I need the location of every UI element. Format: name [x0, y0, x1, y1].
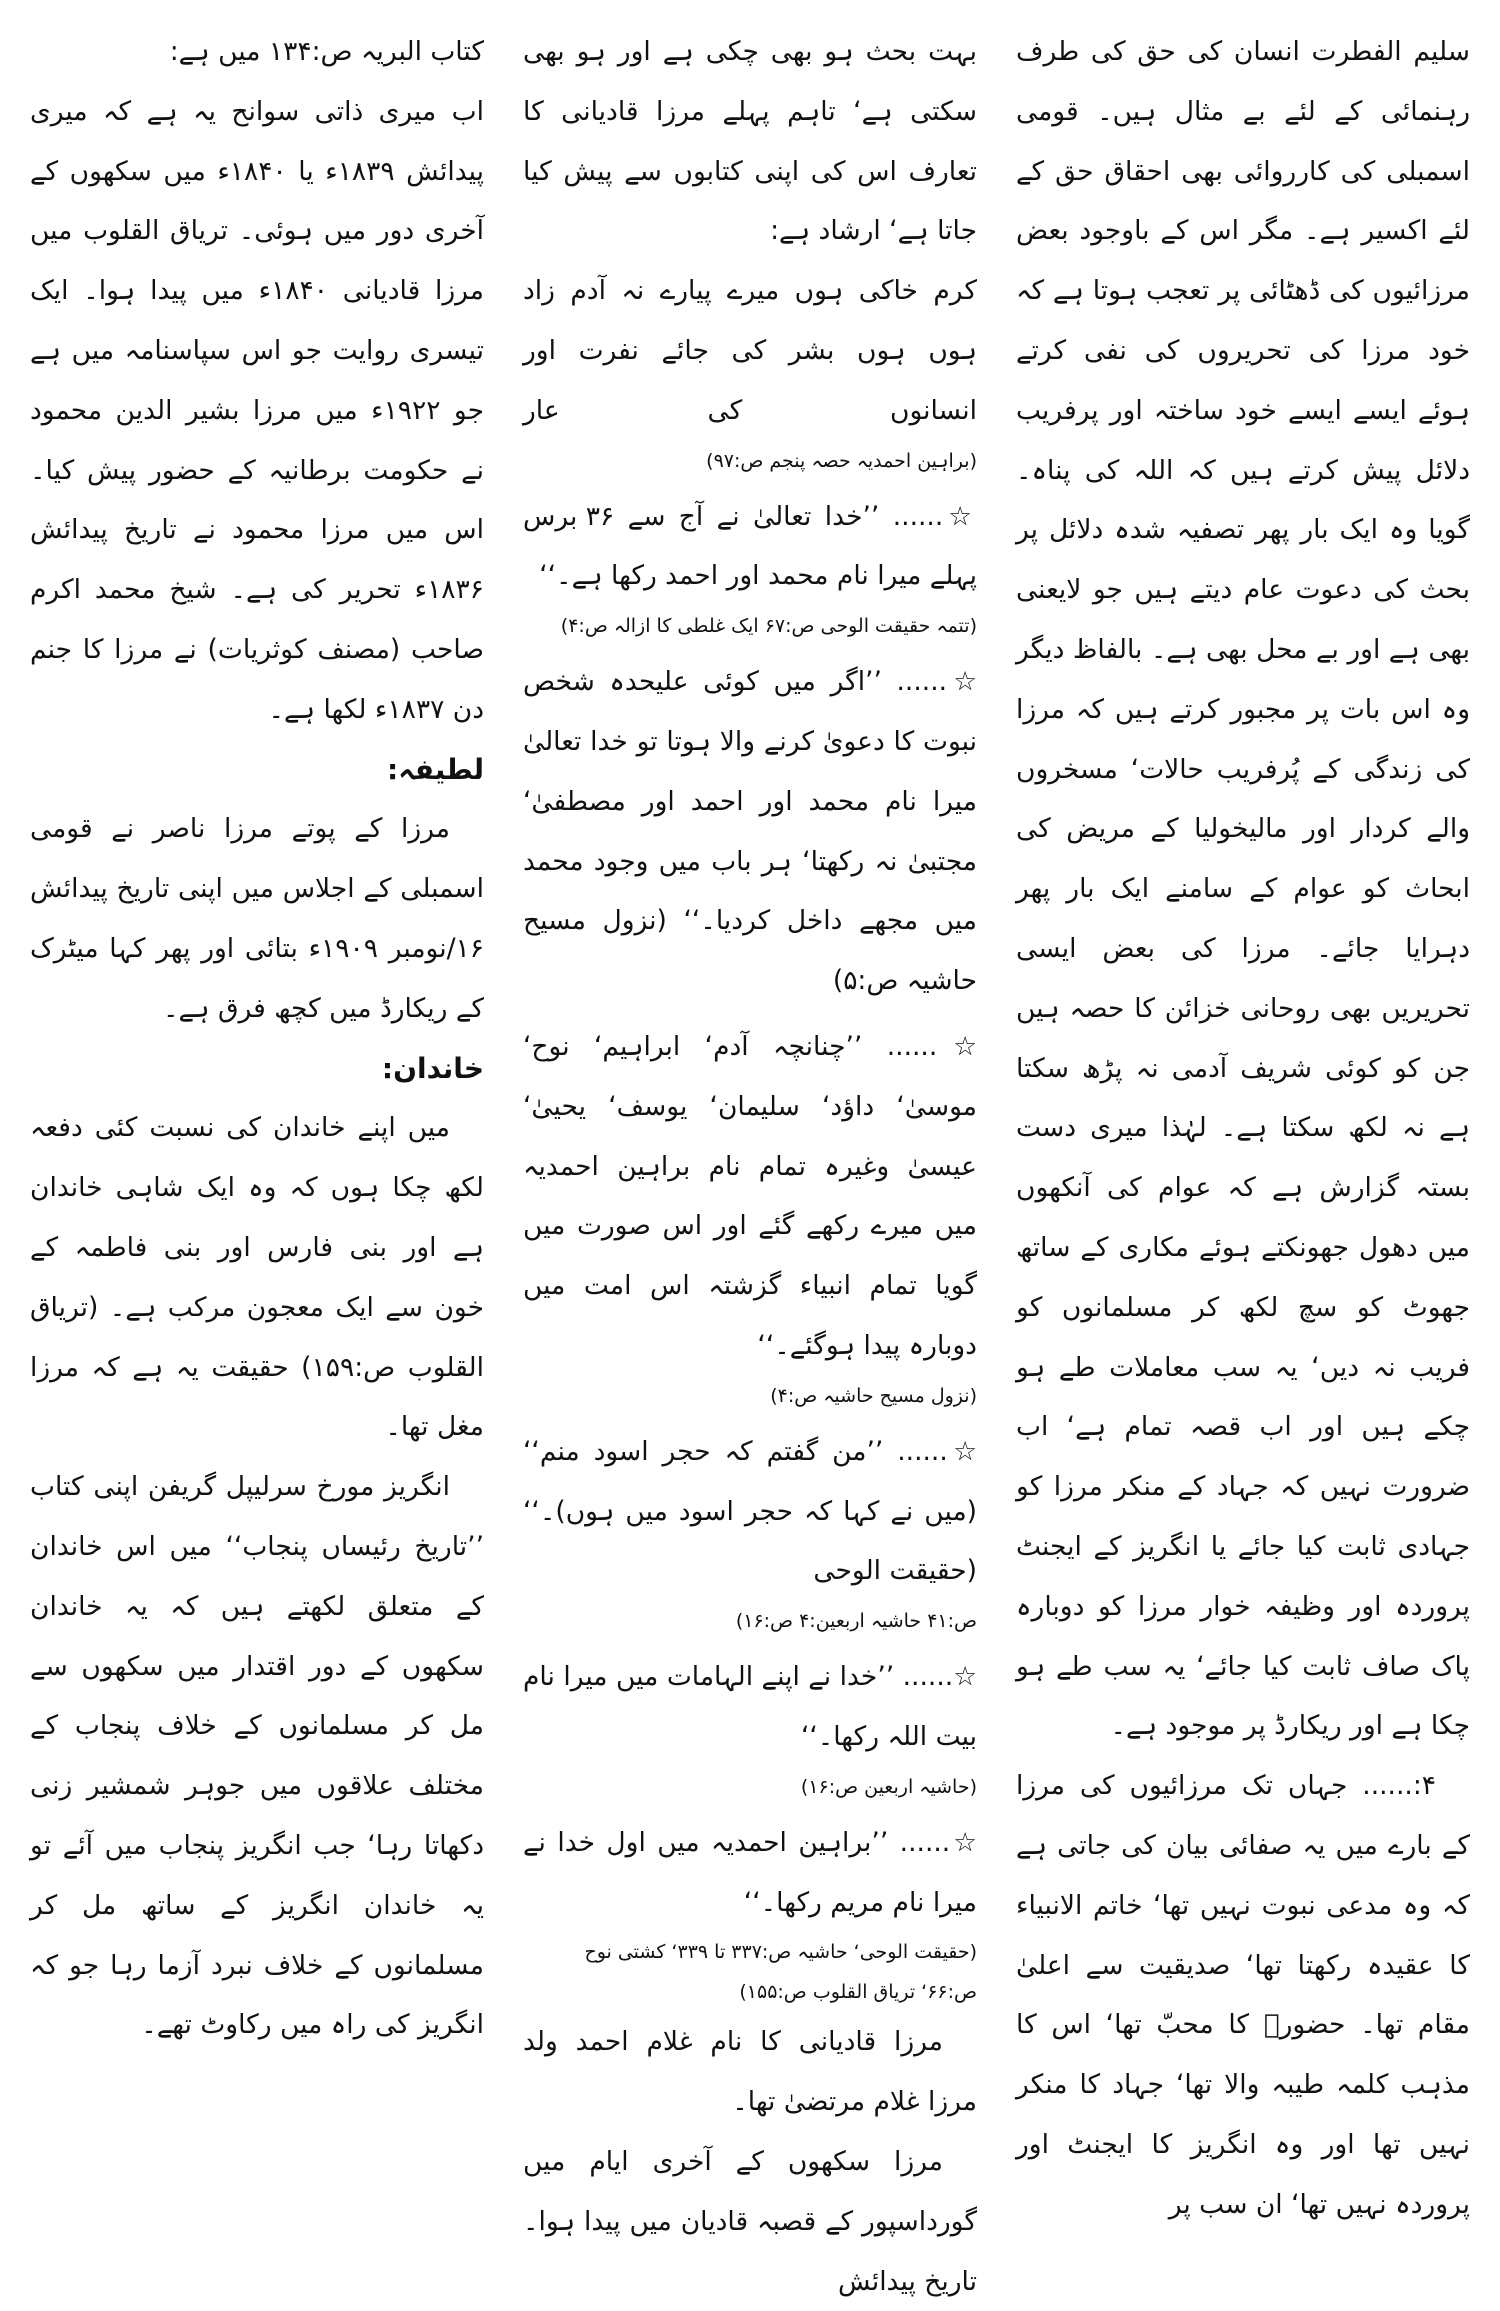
- paragraph: اب میری ذاتی سوانح یہ ہے کہ میری پیدائش ۱۸۳۹ء یا ۱۸۴۰ء میں سکھوں کے آخری دور میں ہوئی۔ تریاق القلوب میں مرزا قادیانی ۱۸۴۰ء میں پیدا ہوا۔ ایک تیسری روایت جو اس سپاسنامہ میں ہے جو ۱۹۲۲ء میں مرزا بشیر الدین محمود نے حکومت برطانیہ کے حضور پیش کیا۔ اس میں مرزا محمود نے تاریخ پیدائش ۱۸۳۶ء تحریر کی ہے۔ شیخ محمد اکرم صاحب (مصنف کوثریات) نے مرزا کا جنم دن ۱۸۳۷ء لکھا ہے۔: [30, 95, 484, 725]
- poem-verse: کرم خاکی ہوں میرے پیارے نہ آدم زاد ہوں ہوں بشر کی جائے نفرت اور انسانوں کی عار: [523, 275, 977, 426]
- quotation: ☆...... ’’خدا نے اپنے الہامات میں میرا نام بیت اللہ رکھا۔‘‘: [523, 1661, 977, 1752]
- reference: (تتمہ حقیقت الوحی ص:۶۷ ایک غلطی کا ازالہ ص:۴): [560, 615, 977, 638]
- section-heading: لطیفہ:: [387, 752, 484, 786]
- paragraph: میں اپنے خاندان کی نسبت کئی دفعہ لکھ چکا ہوں کہ وہ ایک شاہی خاندان ہے اور بنی فارس اور بنی فاطمہ کے خون سے ایک معجون مرکب ہے۔ (تریاق القلوب ص:۱۵۹) حقیقت یہ ہے کہ مرزا مغل تھا۔: [30, 1112, 484, 1443]
- paragraph: مرزا سکھوں کے آخری ایام میں گورداسپور کے قصبہ قادیان میں پیدا ہوا۔ تاریخ پیدائش: [523, 2145, 977, 2297]
- quotation: ☆...... ’’من گفتم کہ حجر اسود منم‘‘ (میں نے کہا کہ حجر اسود میں ہوں)۔‘‘ (حقیقت الوحی: [523, 1435, 977, 1587]
- paragraph: انگریز مورخ سرلیپل گریفن اپنی کتاب ’’تاریخ رئیساں پنجاب‘‘ میں اس خاندان کے متعلق لکھتے ہیں کہ یہ خاندان سکھوں کے دور اقتدار میں سکھوں سے مل کر مسلمانوں کے خلاف پنجاب کے مختلف علاقوں میں جوہر شمشیر زنی دکھاتا رہا‘ جب انگریز پنجاب میں آئے تو یہ خاندان انگریز کے ساتھ مل کر مسلمانوں کے خلاف نبرد آزما رہا جو کہ انگریز کی راہ میں رکاوٹ تھے۔: [30, 1471, 484, 2041]
- paragraph: سلیم الفطرت انسان کی حق کی طرف رہنمائی کے لئے بے مثال ہیں۔ قومی اسمبلی کی کارروائی بھی احقاق حق کے لئے اکسیر ہے۔ مگر اس کے باوجود بعض مرزائیوں کی ڈھٹائی پر تعجب ہوتا ہے کہ خود مرزا کی تحریروں کی نفی کرتے ہوئے ایسے ایسے خود ساختہ اور پرفریب دلائل پیش کرتے ہیں کہ اللہ کی پناہ۔ گویا وہ ایک بار پھر تصفیہ شدہ دلائل پر بحث کی دعوت عام دیتے ہیں جو لایعنی بھی ہے اور بے محل بھی ہے۔ بالفاظ دیگر وہ اس بات پر مجبور کرتے ہیں کہ مرزا کی زندگی کے پُرفریب حالات‘ مسخروں والے کردار اور مالیخولیا کے مریض کی ابحاث کو عوام کے سامنے ایک بار پھر دہرایا جائے۔ مرزا کی بعض ایسی تحریریں بھی روحانی خزائن کا حصہ ہیں جن کو کوئی شریف آدمی نہ پڑھ سکتا ہے نہ لکھ سکتا ہے۔ لہٰذا میری دست بستہ گزارش ہے کہ عوام کی آنکھوں میں دھول جھونکتے ہوئے مکاری کے ساتھ جھوٹ کو سچ لکھ کر مسلمانوں کو فریب نہ دیں‘ یہ سب معاملات طے ہو چکے ہیں اور اب قصہ تمام ہے‘ اب ضرورت نہیں کہ جہاد کے منکر مرزا کو جہادی ثابت کیا جائے یا انگریز کے ایجنٹ پروردہ اور وظیفہ خوار مرزا کو دوبارہ پاک صاف ثابت کیا جائے‘ یہ سب طے ہو چکا ہے اور ریکارڈ پر موجود ہے۔: [1016, 36, 1470, 1742]
- paragraph: ۴:...... جہاں تک مرزائیوں کی مرزا کے بارے میں یہ صفائی بیان کی جاتی ہے کہ وہ مدعی نبوت نہیں تھا‘ خاتم الانبیاء کا عقیدہ رکھتا تھا‘ صدیقیت سے اعلیٰ مقام تھا۔ حضورؐ کا محبّ تھا‘ اس کا مذہب کلمہ طیبہ والا تھا‘ جہاد کا منکر نہیں تھا اور وہ انگریز کا ایجنٹ اور پروردہ نہیں تھا‘ ان سب پر: [1016, 1770, 1470, 2220]
- paragraph: بہت بحث ہو بھی چکی ہے اور ہو بھی سکتی ہے‘ تاہم پہلے مرزا قادیانی کا تعارف اس کی اپنی کتابوں سے پیش کیا جاتا ہے‘ ارشاد ہے:: [523, 36, 977, 247]
- reference: (نزول مسیح حاشیہ ص:۴): [770, 1384, 977, 1407]
- column-left: [30, 22, 484, 2184]
- reference: (براہین احمدیہ حصہ پنجم ص:۹۷): [706, 449, 977, 472]
- paragraph: مرزا قادیانی کا نام غلام احمد ولد مرزا غلام مرتضیٰ تھا۔: [523, 2026, 977, 2118]
- column-right: [1016, 22, 1470, 2220]
- quotation: ☆...... ’’اگر میں کوئی علیحدہ شخص نبوت کا دعویٰ کرنے والا ہوتا تو خدا تعالیٰ میرا نام محمد اور احمد اور مصطفیٰ‘ مجتبیٰ نہ رکھتا‘ ہر باب میں وجود محمد میں مجھے داخل کردیا۔‘‘ (نزول مسیح حاشیہ ص:۵): [523, 666, 977, 997]
- column-middle: [523, 22, 977, 2297]
- quotation: ☆...... ’’خدا تعالیٰ نے آج سے ۳۶ برس پہلے میرا نام محمد اور احمد رکھا ہے۔‘‘: [523, 500, 977, 592]
- paragraph: مرزا کے پوتے مرزا ناصر نے قومی اسمبلی کے اجلاس میں اپنی تاریخ پیدائش ۱۶/نومبر ۱۹۰۹ء بتائی اور پھر کہا میٹرک کے ریکارڈ میں کچھ فرق ہے۔: [30, 813, 484, 1024]
- reference: (حقیقت الوحی‘ حاشیہ ص:۳۳۷ تا ۳۳۹‘ کشتی نوح ص:۶۶‘ تریاق القلوب ص:۱۵۵): [584, 1941, 977, 2004]
- reference: (حاشیہ اربعین ص:۱۶): [800, 1775, 977, 1798]
- quotation: ☆...... ’’چنانچہ آدم‘ ابراہیم‘ نوح‘ موسیٰ‘ داؤد‘ سلیمان‘ یوسف‘ یحییٰ‘ عیسیٰ وغیرہ تمام نام براہین احمدیہ میں میرے رکھے گئے اور اس صورت میں گویا تمام انبیاء گزشتہ اس امت میں دوبارہ پیدا ہوگئے۔‘‘: [523, 1030, 977, 1361]
- section-heading: خاندان:: [381, 1051, 484, 1085]
- paragraph: کتاب البریہ ص:۱۳۴ میں ہے:: [169, 36, 484, 67]
- reference: ص:۴۱ حاشیہ اربعین:۴ ص:۱۶): [735, 1610, 977, 1633]
- quotation: ☆...... ’’براہین احمدیہ میں اول خدا نے میرا نام مریم رکھا۔‘‘: [523, 1826, 977, 1918]
